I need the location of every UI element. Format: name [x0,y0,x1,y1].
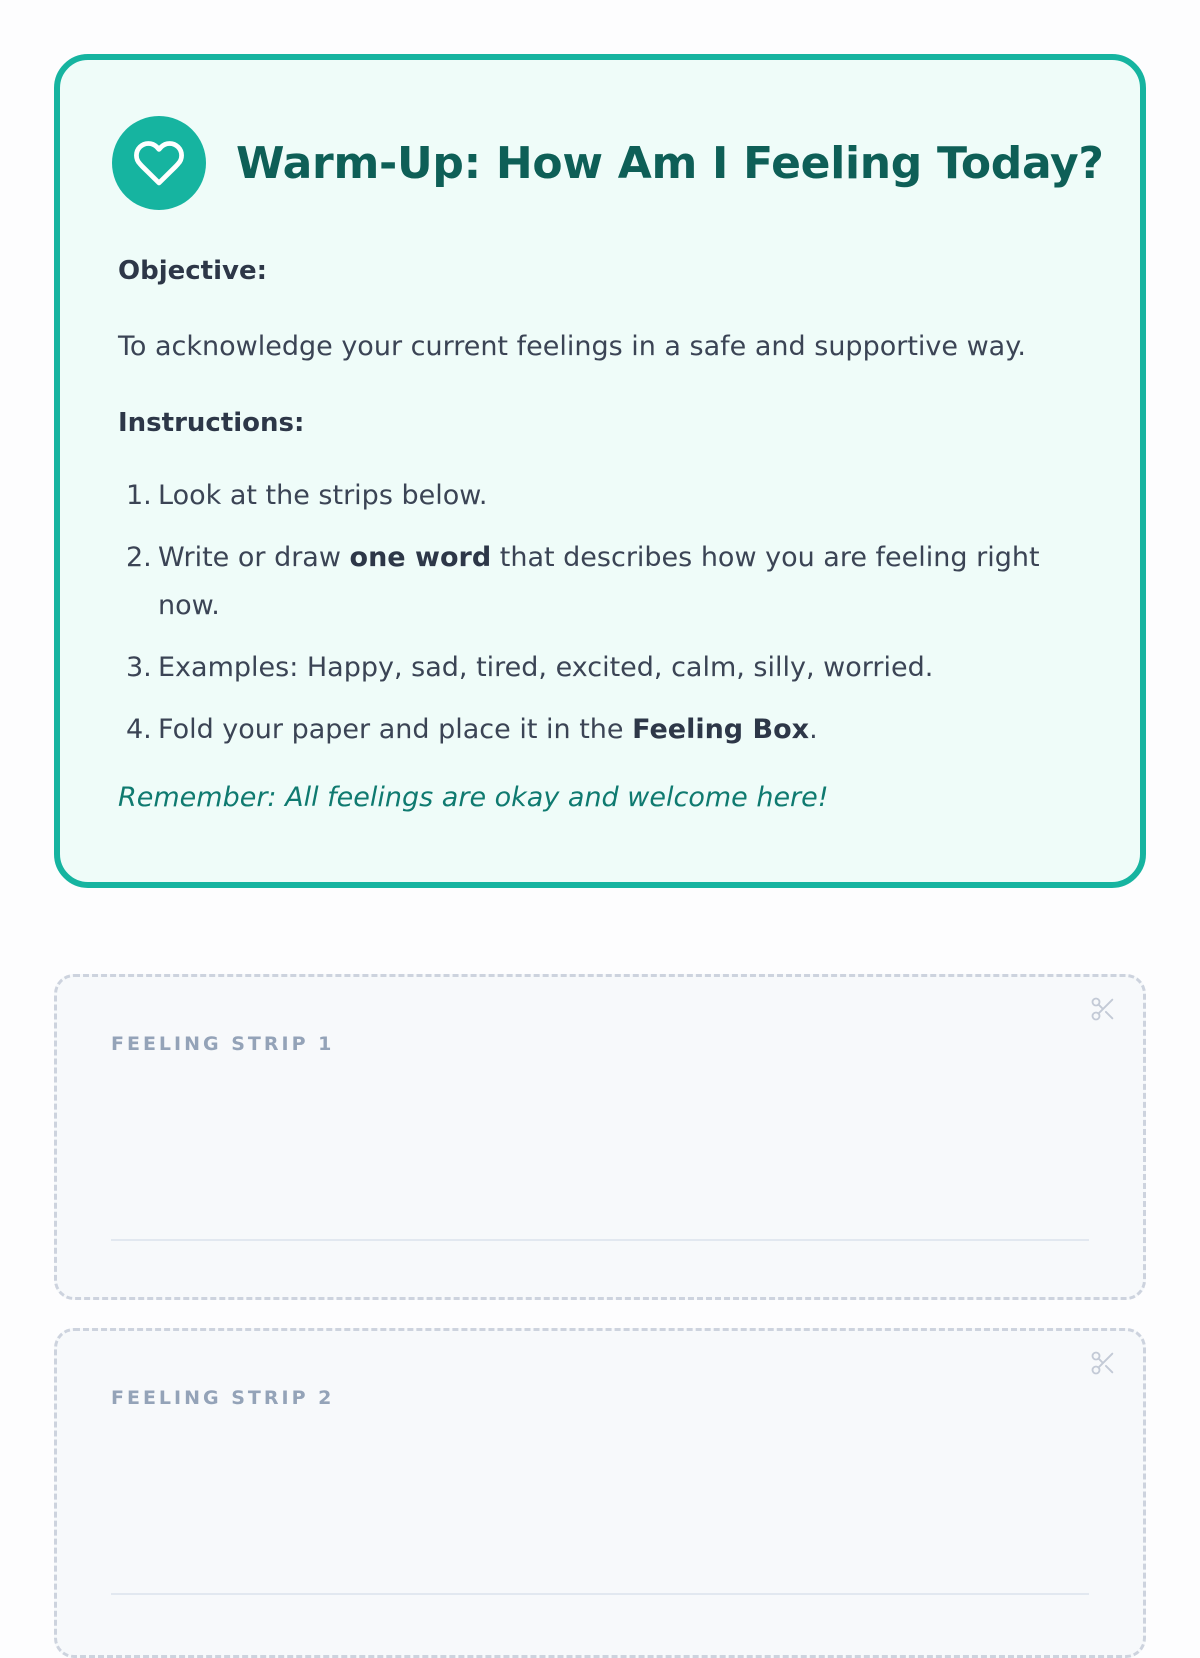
step-number: 4. [126,714,152,745]
step-text: Fold your paper and place it in the [158,714,633,745]
instruction-step [118,706,1103,754]
writing-line [111,1593,1089,1595]
step-text: Write or draw [158,542,350,573]
step-text: Examples: Happy, sad, tired, excited, calm, silly, worried. [158,652,934,683]
writing-line [111,1239,1089,1241]
instruction-step [118,534,1103,630]
feeling-strip[interactable] [54,1328,1146,1658]
strip-label: FEELING STRIP 1 [111,1033,335,1055]
scissors-icon [1089,1349,1117,1377]
feeling-strip[interactable] [54,974,1146,1300]
step-emphasis: one word [349,542,492,573]
page-title: Warm-Up: How Am I Feeling Today? [236,137,1104,189]
step-text-end: that describes how you are feeling right now. [158,542,1040,621]
objective-label: Objective: [118,256,267,286]
instruction-list [118,472,1103,768]
instructions-label: Instructions: [118,408,305,438]
objective-text: To acknowledge your current feelings in a safe and supportive way. [118,331,1026,362]
warm-up-card [54,54,1146,888]
card-header [112,116,1104,210]
heart-badge [112,116,206,210]
step-number: 2. [126,542,152,573]
heart-icon [133,137,185,189]
scissors-icon [1089,995,1117,1023]
step-number: 3. [126,652,152,683]
instruction-step [118,472,1103,520]
step-number: 1. [126,480,152,511]
step-text-end: . [809,714,818,745]
step-emphasis: Feeling Box [632,714,810,745]
remember-note: Remember: All feelings are okay and welcome here! [118,782,829,813]
step-text: Look at the strips below. [158,480,488,511]
instruction-step [118,644,1103,692]
strip-label: FEELING STRIP 2 [111,1387,335,1409]
